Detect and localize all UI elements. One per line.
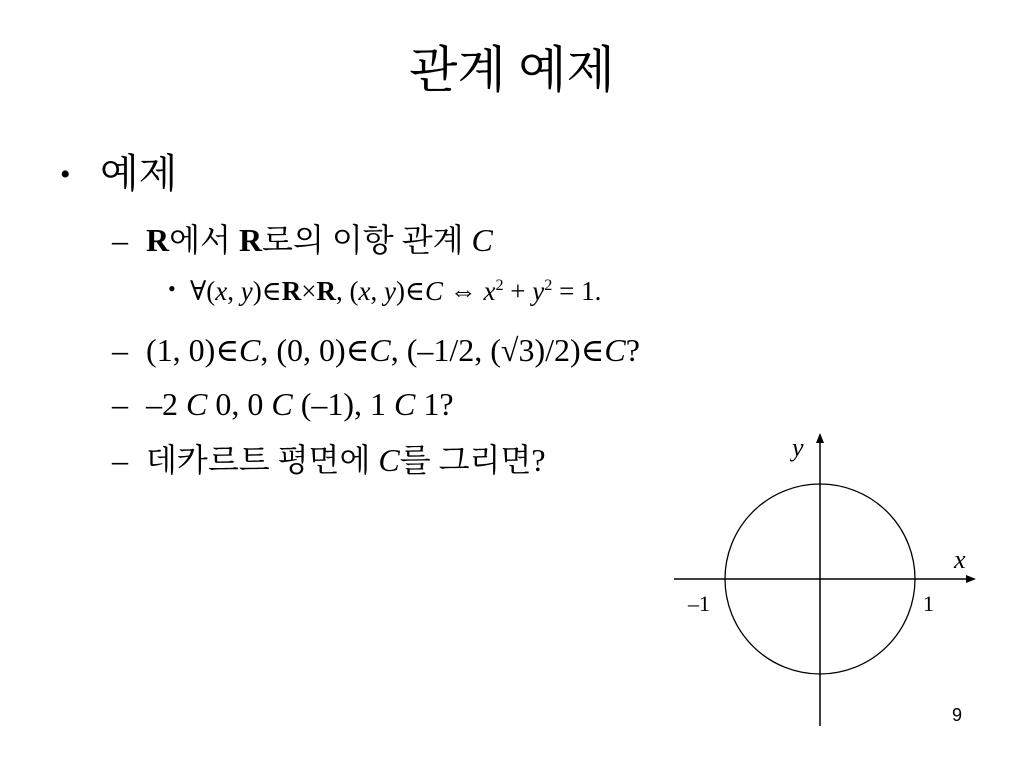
question-text: 를 그리면? [399,442,546,478]
question-text: (–1), 1 [292,386,394,422]
var-x: x [483,276,496,306]
bullet-dot-small: • [168,276,176,301]
tick-label-one: 1 [923,591,934,616]
relation-formula-line [190,274,601,308]
page-number: 9 [951,705,962,725]
relation-notation-line [112,384,454,424]
bullet-example-heading: 예제 [100,151,178,196]
question-text: –2 [146,386,186,422]
formula-text: )∈ [252,276,282,306]
bullet-dot: • [60,158,71,191]
real-set-symbol: R [238,222,263,258]
question-text: (1, 0)∈ [146,332,239,368]
question-text: ? [625,332,640,368]
exponent: 2 [495,276,504,294]
relation-symbol-c: C [378,442,400,478]
relation-symbol-c: C [271,386,293,422]
real-set-symbol: R [281,276,302,306]
var-y: y [240,276,253,306]
question-text: , (0, 0)∈ [260,332,370,368]
slide-title: 관계 예제 [409,42,615,98]
question-text: 1? [415,386,454,422]
dash-marker: – [112,442,128,478]
formula-text: , [227,276,241,306]
relation-symbol-c: C [424,276,443,306]
formula-text: ∀( [190,276,216,306]
formula-text: × [301,276,317,306]
relation-symbol-c: C [604,332,626,368]
formula-text: , [370,276,384,306]
var-y: y [532,276,545,306]
dash-marker: – [112,332,128,368]
cartesian-plane-line [112,440,546,480]
formula-text: = 1. [552,276,602,306]
relation-symbol-c: C [239,332,261,368]
question-text: 0, 0 [207,386,272,422]
dash-marker: – [112,386,128,422]
x-axis-arrowhead [966,575,976,583]
relation-text: 로의 이항 관계 [262,222,472,258]
relation-symbol-c: C [471,222,493,258]
var-y: y [383,276,396,306]
var-x: x [358,276,371,306]
formula-text: + [503,276,533,306]
formula-text: , ( [335,276,359,306]
membership-question-line [112,330,640,370]
formula-text: )∈ [395,276,425,306]
x-axis-label: x [954,545,966,574]
relation-symbol-c: C [369,332,391,368]
relation-symbol-c: C [186,386,208,422]
question-text: , (–1/2, (√3)/2)∈ [390,332,605,368]
relation-definition-line [112,220,493,260]
y-axis-label: y [792,433,804,462]
real-set-symbol: R [316,276,336,306]
y-axis-arrowhead [816,433,824,443]
formula-text: ⇔ [442,276,484,306]
real-set-symbol: R [146,222,170,258]
exponent: 2 [544,276,553,294]
relation-symbol-c: C [394,386,416,422]
unit-circle-plot [670,428,980,728]
dash-marker: – [112,222,128,258]
tick-label-neg-one: –1 [688,591,710,616]
question-text: 데카르트 평면에 [146,442,379,478]
relation-text: 에서 [169,222,239,258]
var-x: x [215,276,228,306]
